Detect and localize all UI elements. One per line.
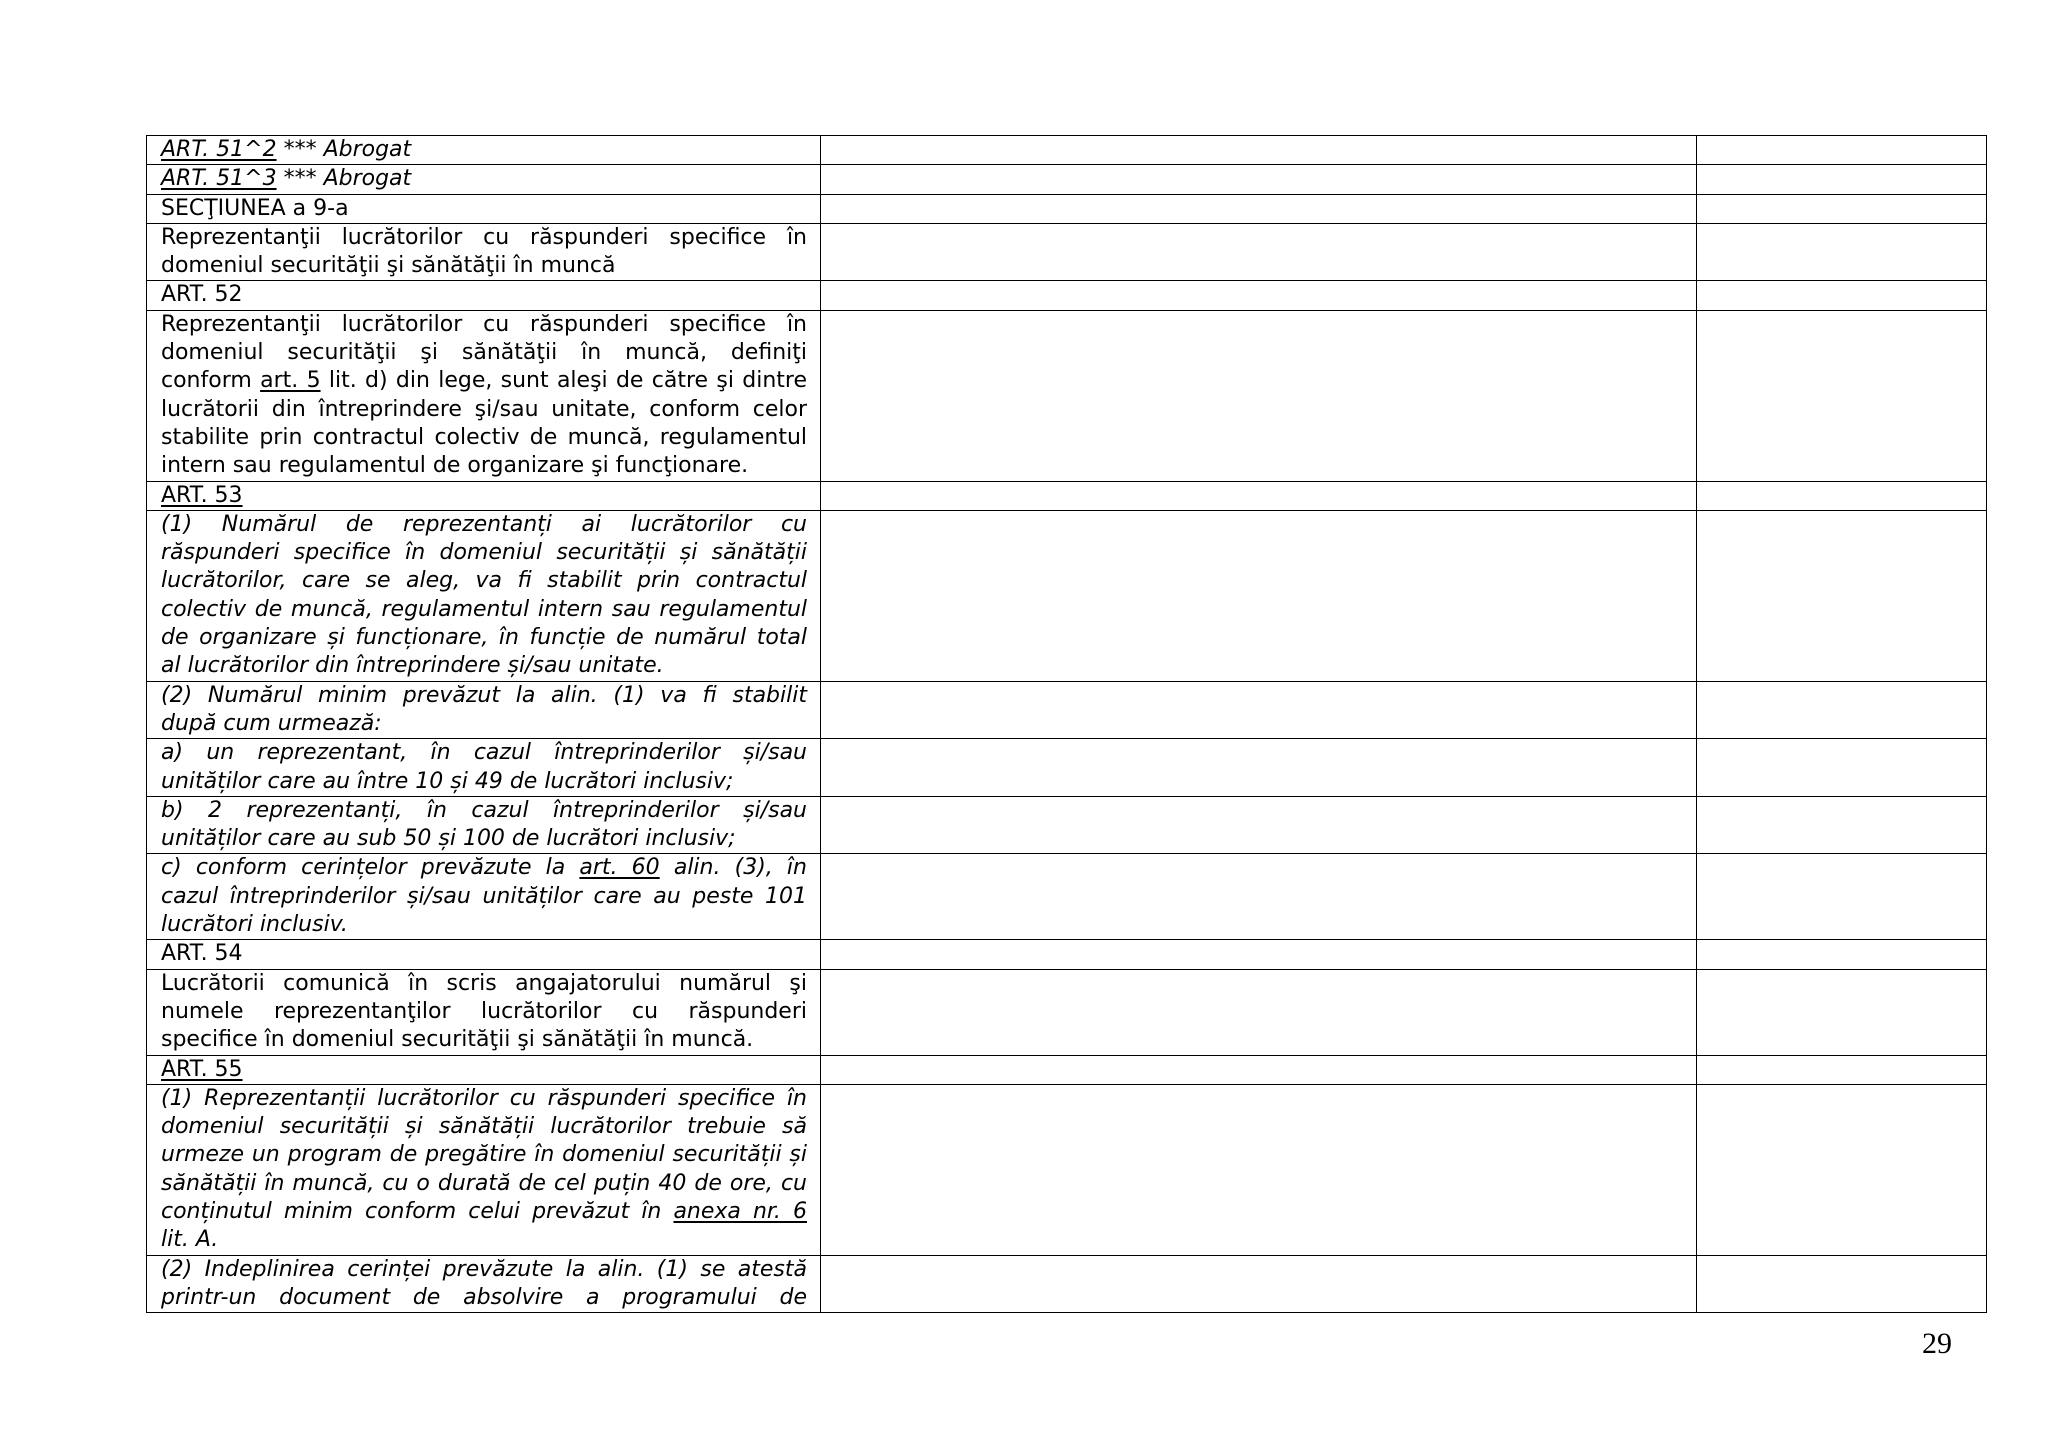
text-line: după cum urmează:: [161, 710, 382, 736]
provision-text-cell: [147, 854, 821, 940]
column-3-cell: [1697, 165, 1987, 194]
table-row: [147, 1084, 1987, 1255]
provision-text-cell: [147, 510, 821, 681]
reference-link[interactable]: ART. 51^3: [161, 166, 277, 192]
column-3-cell: [1697, 310, 1987, 481]
reference-link[interactable]: art. 5: [260, 368, 321, 394]
text-line: ART. 54: [161, 941, 243, 967]
table-row: [147, 854, 1987, 940]
text-line: [161, 854, 807, 882]
text-segment: *** Abrogat: [276, 137, 412, 162]
provision-text-cell: [147, 739, 821, 797]
text-line: de organizare și funcționare, în funcție de numărul total: [161, 625, 807, 651]
text-line: răspunderi specifice în domeniul securității și sănătății: [161, 540, 807, 566]
provision-text-cell: [147, 281, 821, 310]
column-3-cell: [1697, 940, 1987, 969]
text-line: ART. 52: [161, 282, 243, 308]
reference-link[interactable]: ART. 55: [161, 1056, 243, 1082]
column-2-cell: [821, 681, 1697, 739]
text-line: [161, 482, 807, 510]
column-2-cell: [821, 481, 1697, 510]
column-2-cell: [821, 1255, 1697, 1313]
text-segment: alin. (3), în: [659, 855, 807, 881]
text-line: numele reprezentanţilor lucrătorilor cu răspunderi: [161, 998, 807, 1024]
provision-text-cell: [147, 1255, 821, 1313]
text-line: intern sau regulamentul de organizare şi funcţionare.: [161, 453, 749, 479]
provisions-table: [146, 135, 1987, 1313]
column-3-cell: [1697, 136, 1987, 165]
text-line: (1) Reprezentanții lucrătorilor cu răspunderi specifice în: [161, 1085, 807, 1111]
column-3-cell: [1697, 223, 1987, 281]
text-line: lucrătorilor, care se aleg, va fi stabilit prin contractul: [161, 568, 807, 594]
text-line: unităților care au între 10 și 49 de lucrători inclusiv;: [161, 768, 734, 794]
text-line: lucrătorii din întreprindere şi/sau unitate, conform celor: [161, 396, 807, 422]
text-line: [161, 1198, 807, 1226]
column-3-cell: [1697, 510, 1987, 681]
provision-text-cell: [147, 165, 821, 194]
table-row: [147, 223, 1987, 281]
column-3-cell: [1697, 681, 1987, 739]
column-3-cell: [1697, 1255, 1987, 1313]
table-row: [147, 739, 1987, 797]
column-2-cell: [821, 1084, 1697, 1255]
column-3-cell: [1697, 1055, 1987, 1084]
provision-text-cell: [147, 194, 821, 223]
text-line: Reprezentanţii lucrătorilor cu răspunderi specifice în: [161, 311, 807, 337]
text-line: urmeze un program de pregătire în domeniul securității și: [161, 1142, 807, 1168]
provision-text-cell: [147, 681, 821, 739]
table-row: [147, 940, 1987, 969]
table-row: [147, 796, 1987, 854]
text-line: specifice în domeniul securităţii şi sănătăţii în muncă.: [161, 1027, 754, 1053]
column-2-cell: [821, 510, 1697, 681]
text-line: unităților care au sub 50 și 100 de lucrători inclusiv;: [161, 826, 736, 852]
provision-text-cell: [147, 969, 821, 1055]
table-row: [147, 681, 1987, 739]
provision-text-cell: [147, 940, 821, 969]
column-3-cell: [1697, 969, 1987, 1055]
text-line: (2) Numărul minim prevăzut la alin. (1) va fi stabilit: [161, 682, 807, 708]
provision-text-cell: [147, 481, 821, 510]
reference-link[interactable]: art. 60: [579, 855, 660, 881]
reference-link[interactable]: ART. 53: [161, 482, 243, 508]
text-line: domeniul securităţii şi sănătăţii în muncă, definiţi: [161, 340, 807, 366]
column-2-cell: [821, 969, 1697, 1055]
column-3-cell: [1697, 194, 1987, 223]
column-2-cell: [821, 136, 1697, 165]
column-3-cell: [1697, 481, 1987, 510]
text-line: SECŢIUNEA a 9-a: [161, 195, 349, 221]
provision-text-cell: [147, 136, 821, 165]
column-2-cell: [821, 310, 1697, 481]
text-line: [161, 165, 807, 193]
text-line: domeniul securităţii şi sănătăţii în muncă: [161, 253, 616, 279]
page-number: 29: [1922, 1327, 1952, 1360]
provision-text-cell: [147, 310, 821, 481]
text-line: (2) Indeplinirea cerinței prevăzute la alin. (1) se atestă: [161, 1256, 807, 1282]
text-segment: conform: [161, 368, 261, 394]
text-segment: lit. d) din lege, sunt aleşi de către şi dintre: [320, 368, 807, 394]
text-line: (1) Numărul de reprezentanți ai lucrătorilor cu: [161, 511, 807, 537]
text-line: sănătății în muncă, cu o durată de cel puțin 40 de ore, cu: [161, 1170, 807, 1196]
text-line: b) 2 reprezentanți, în cazul întreprinderilor și/sau: [161, 797, 807, 823]
text-segment: c) conform cerințelor prevăzute la: [161, 855, 580, 881]
table-row: [147, 969, 1987, 1055]
table-row: [147, 1255, 1987, 1313]
provision-text-cell: [147, 1084, 821, 1255]
table-row: [147, 165, 1987, 194]
column-3-cell: [1697, 796, 1987, 854]
provisions-table-body: [147, 136, 1987, 1313]
table-row: [147, 310, 1987, 481]
table-row: [147, 281, 1987, 310]
text-line: lit. A.: [161, 1227, 219, 1253]
text-line: lucrători inclusiv.: [161, 912, 348, 938]
column-3-cell: [1697, 281, 1987, 310]
text-line: al lucrătorilor din întreprindere și/sau unitate.: [161, 653, 664, 679]
text-segment: *** Abrogat: [276, 166, 412, 192]
text-line: colectiv de muncă, regulamentul intern sau regulamentul: [161, 596, 807, 622]
table-row: [147, 481, 1987, 510]
column-2-cell: [821, 165, 1697, 194]
column-2-cell: [821, 854, 1697, 940]
reference-link[interactable]: ART. 51^2: [161, 137, 277, 162]
reference-link[interactable]: anexa nr. 6: [673, 1198, 807, 1224]
column-2-cell: [821, 194, 1697, 223]
column-2-cell: [821, 796, 1697, 854]
text-line: Lucrătorii comunică în scris angajatorului numărul şi: [161, 970, 807, 996]
text-line: a) un reprezentant, în cazul întreprinderilor și/sau: [161, 740, 807, 766]
provision-text-cell: [147, 796, 821, 854]
text-line: [161, 367, 807, 395]
column-2-cell: [821, 940, 1697, 969]
column-3-cell: [1697, 854, 1987, 940]
column-2-cell: [821, 1055, 1697, 1084]
column-3-cell: [1697, 739, 1987, 797]
provision-text-cell: [147, 223, 821, 281]
text-line: printr-un document de absolvire a programului de: [161, 1284, 807, 1310]
text-line: [161, 136, 807, 164]
text-line: cazul întreprinderilor și/sau unităților care au peste 101: [161, 883, 807, 909]
text-segment: conținutul minim conform celui prevăzut în: [161, 1198, 674, 1224]
column-2-cell: [821, 223, 1697, 281]
text-line: domeniul securității și sănătății lucrătorilor trebuie să: [161, 1114, 807, 1140]
table-row: [147, 136, 1987, 165]
column-2-cell: [821, 281, 1697, 310]
text-line: Reprezentanţii lucrătorilor cu răspunderi specifice în: [161, 224, 807, 250]
table-row: [147, 1055, 1987, 1084]
table-row: [147, 510, 1987, 681]
column-2-cell: [821, 739, 1697, 797]
column-3-cell: [1697, 1084, 1987, 1255]
table-row: [147, 194, 1987, 223]
text-line: [161, 1056, 807, 1084]
provision-text-cell: [147, 1055, 821, 1084]
text-line: stabilite prin contractul colectiv de muncă, regulamentul: [161, 424, 807, 450]
